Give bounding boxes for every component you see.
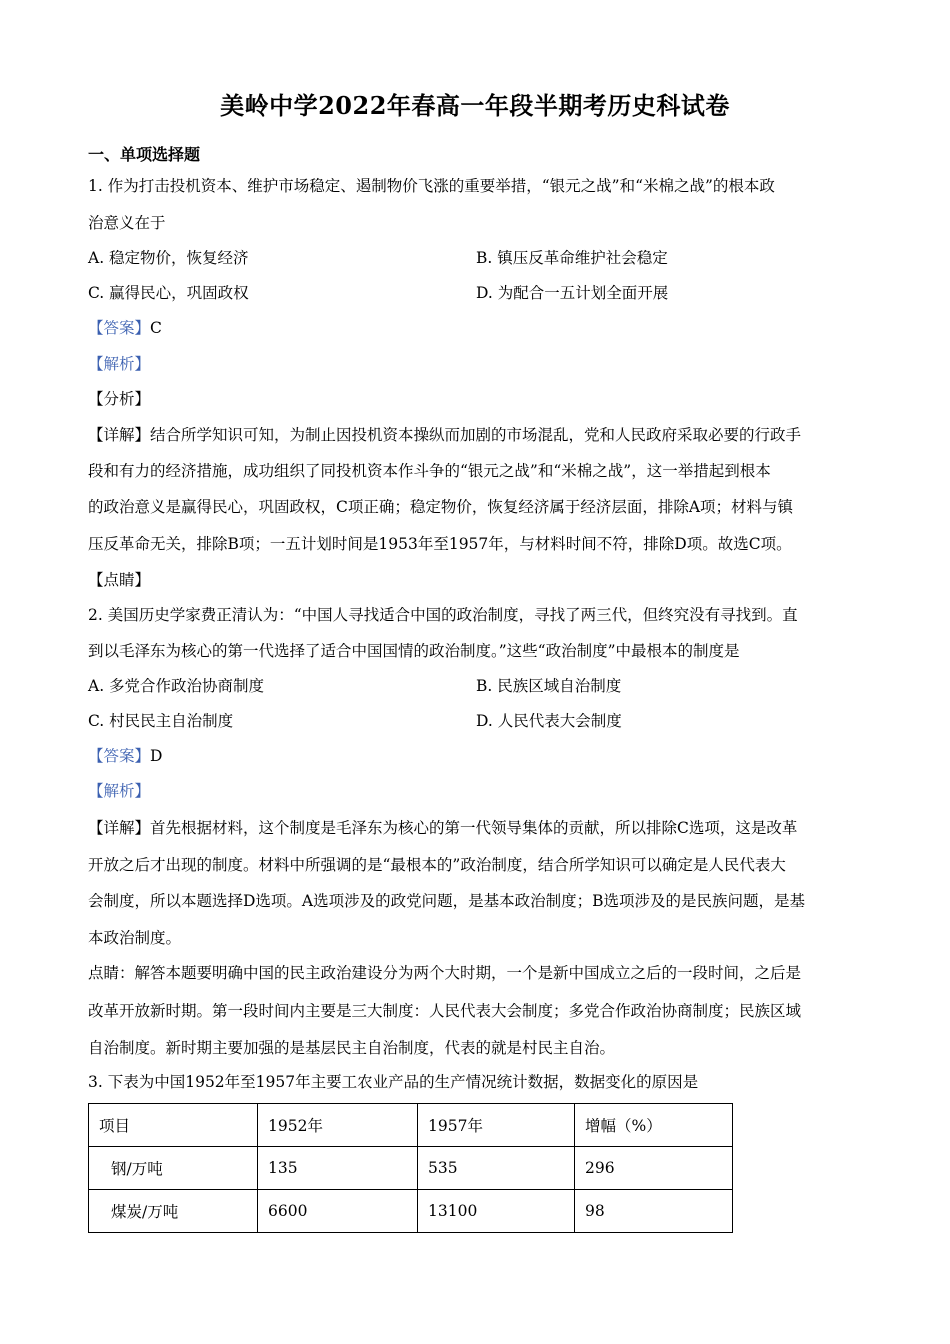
section-heading: 一、单项选择题	[88, 145, 201, 164]
q1-stem-line-1: 1. 作为打击投机资本、维护市场稳定、遏制物价飞涨的重要举措，“银元之战”和“米棉之战”的根本政	[88, 177, 775, 195]
q2-jiexi-label: 【解析】	[88, 782, 151, 800]
q2-option-d: D. 人民代表大会制度	[476, 712, 622, 730]
table-header-cell: 项目	[89, 1104, 258, 1147]
q2-option-c: C. 村民民主自治制度	[88, 712, 234, 730]
q1-answer	[88, 318, 162, 338]
detail-label: 【详解】	[88, 819, 151, 837]
q2-detail-line-3: 会制度，所以本题选择D选项。A选项涉及的政党问题，是基本政治制度；B选项涉及的是民族问题，是基	[88, 892, 806, 910]
table-header-cell: 1957年	[418, 1104, 575, 1147]
q2-option-a: A. 多党合作政治协商制度	[88, 677, 265, 695]
q1-detail-line-4: 压反革命无关，排除B项；一五计划时间是1953年至1957年，与材料时间不符，排除D项。故选C项。	[88, 535, 792, 553]
table-cell: 135	[258, 1147, 418, 1190]
q1-jiexi-label: 【解析】	[88, 355, 151, 373]
q2-stem-line-2: 到以毛泽东为核心的第一代选择了适合中国国情的政治制度。”这些“政治制度”中最根本的制度是	[88, 642, 740, 660]
table-cell: 535	[418, 1147, 575, 1190]
q1-detail-line-3: 的政治意义是赢得民心，巩固政权，C项正确；稳定物价，恢复经济属于经济层面，排除A项；材料与镇	[88, 498, 794, 516]
answer-value: D	[150, 747, 163, 765]
exam-title: 美岭中学2022年春高一年段半期考历史科试卷	[220, 91, 730, 120]
detail-label: 【详解】	[88, 426, 151, 444]
table-cell: 98	[575, 1190, 733, 1233]
q1-detail-line-1	[88, 425, 801, 445]
table-header-row	[89, 1104, 733, 1147]
q1-stem-line-2: 治意义在于	[88, 214, 166, 232]
detail-text: 结合所学知识可知，为制止因投机资本操纵而加剧的市场混乱，党和人民政府采取必要的行政手	[150, 426, 802, 444]
table-row	[89, 1147, 733, 1190]
q3-stem-line-1: 3. 下表为中国1952年至1957年主要工农业产品的生产情况统计数据，数据变化的原因是	[88, 1073, 699, 1091]
table-cell: 296	[575, 1147, 733, 1190]
q1-option-d: D. 为配合一五计划全面开展	[476, 284, 669, 302]
detail-text: 首先根据材料，这个制度是毛泽东为核心的第一代领导集体的贡献，所以排除C选项，这是改革	[150, 819, 798, 837]
q2-note-line-3: 自治制度。新时期主要加强的是基层民主自治制度，代表的就是村民主自治。	[88, 1039, 616, 1057]
q1-option-b: B. 镇压反革命维护社会稳定	[476, 249, 668, 267]
q2-option-b: B. 民族区域自治制度	[476, 677, 622, 695]
q2-note-line-2: 改革开放新时期。第一段时间内主要是三大制度：人民代表大会制度；多党合作政治协商制度；民族区域	[88, 1002, 802, 1020]
table-row	[89, 1190, 733, 1233]
q1-dianjing-label: 【点睛】	[88, 571, 151, 589]
table-cell: 煤炭/万吨	[89, 1190, 258, 1233]
q2-detail-line-1	[88, 818, 797, 838]
q2-detail-line-2: 开放之后才出现的制度。材料中所强调的是“最根本的”政治制度，结合所学知识可以确定是人民代表大	[88, 856, 786, 874]
table-cell: 6600	[258, 1190, 418, 1233]
q2-note-line-1: 点睛：解答本题要明确中国的民主政治建设分为两个大时期，一个是新中国成立之后的一段时间，之后是	[88, 964, 802, 982]
q2-stem-line-1: 2. 美国历史学家费正清认为：“中国人寻找适合中国的政治制度，寻找了两三代，但终究没有寻找到。直	[88, 606, 798, 624]
production-table	[88, 1103, 733, 1233]
answer-label: 【答案】	[88, 319, 151, 337]
q1-fenxi-label: 【分析】	[88, 390, 151, 408]
q2-detail-line-4: 本政治制度。	[88, 929, 182, 947]
answer-value: C	[150, 319, 162, 337]
answer-label: 【答案】	[88, 747, 151, 765]
table-header-cell: 1952年	[258, 1104, 418, 1147]
q1-option-c: C. 赢得民心，巩固政权	[88, 284, 249, 302]
q1-detail-line-2: 段和有力的经济措施，成功组织了同投机资本作斗争的“银元之战”和“米棉之战”，这一举措起到根本	[88, 462, 771, 480]
table-cell: 钢/万吨	[89, 1147, 258, 1190]
table-cell: 13100	[418, 1190, 575, 1233]
q2-answer	[88, 746, 162, 766]
table-header-cell: 增幅（%）	[575, 1104, 733, 1147]
q1-option-a: A. 稳定物价，恢复经济	[88, 249, 249, 267]
